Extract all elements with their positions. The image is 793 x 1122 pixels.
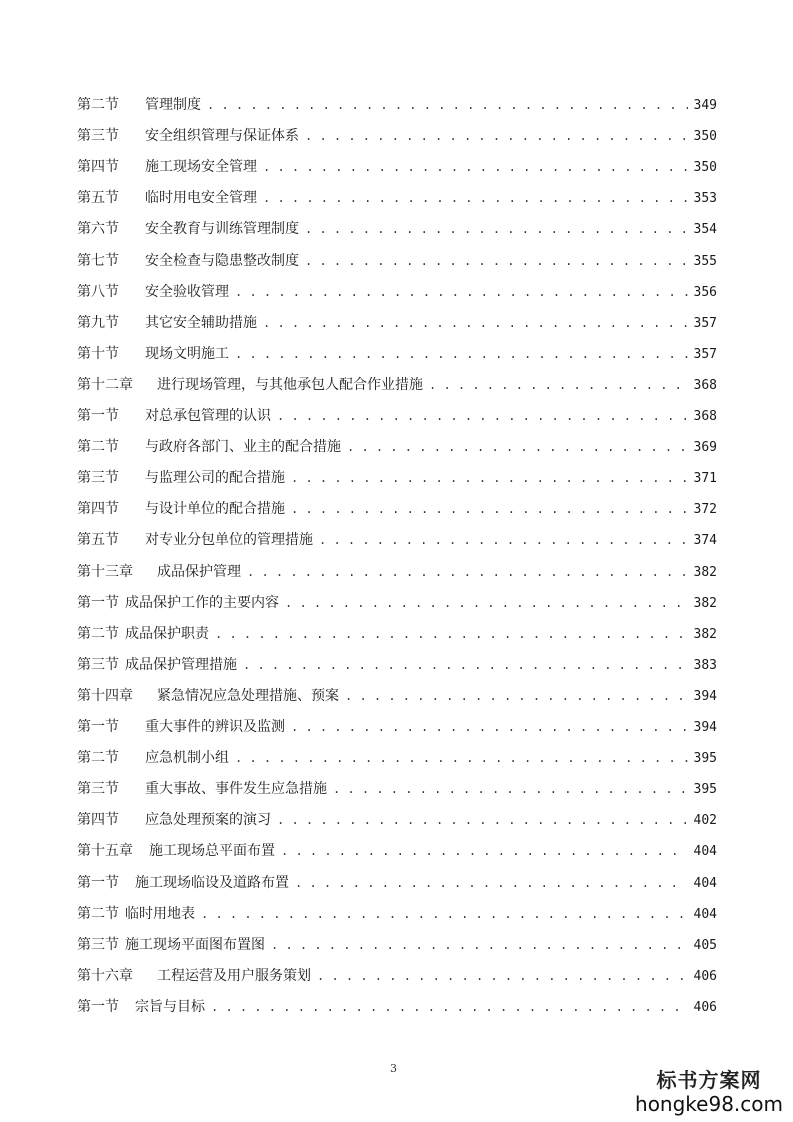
- toc-dot-leader: [281, 840, 688, 862]
- toc-dot-leader: [277, 809, 688, 831]
- toc-dot-leader: [215, 623, 688, 645]
- toc-entry[interactable]: [77, 529, 717, 551]
- toc-entry-title: 与政府各部门、业主的配合措施: [145, 439, 341, 455]
- toc-dot-leader: [295, 872, 688, 894]
- toc-dot-leader: [235, 747, 688, 769]
- toc-dot-leader: [333, 778, 688, 800]
- toc-entry-page: 406: [693, 969, 717, 984]
- toc-dot-leader: [243, 654, 688, 676]
- toc-entry-page: 402: [693, 813, 717, 828]
- toc-entry[interactable]: [77, 654, 717, 676]
- toc-entry-number: 第七节: [77, 253, 119, 269]
- toc-dot-leader: [305, 250, 688, 272]
- toc-entry-page: 354: [693, 222, 717, 237]
- toc-entry[interactable]: [77, 250, 717, 272]
- toc-dot-leader: [291, 716, 688, 738]
- toc-entry-number: 第十三章: [77, 564, 133, 580]
- toc-entry-title: 成品保护管理措施: [125, 657, 237, 673]
- toc-dot-leader: [305, 125, 688, 147]
- toc-entry[interactable]: [77, 716, 717, 738]
- toc-entry-number: 第一节: [77, 999, 119, 1015]
- toc-entry-title: 成品保护职责: [125, 626, 209, 642]
- toc-entry-page: 383: [693, 658, 717, 673]
- toc-entry-title: 重大事件的辨识及监测: [145, 719, 285, 735]
- toc-entry-page: 349: [693, 98, 717, 113]
- toc-entry-title: 施工现场总平面布置: [149, 843, 275, 859]
- toc-entry-page: 357: [693, 316, 717, 331]
- toc-entry-number: 第五节: [77, 532, 119, 548]
- toc-entry-number: 第二节: [77, 626, 119, 642]
- toc-entry-page: 368: [693, 409, 717, 424]
- toc-entry-title: 临时用地表: [125, 906, 195, 922]
- toc-entry-page: 350: [693, 160, 717, 175]
- toc-entry-page: 350: [693, 129, 717, 144]
- toc-entry-number: 第二节: [77, 97, 119, 113]
- toc-entry-title: 安全验收管理: [145, 284, 229, 300]
- toc-entry[interactable]: [77, 840, 717, 862]
- toc-entry[interactable]: [77, 778, 717, 800]
- toc-dot-leader: [235, 343, 688, 365]
- toc-entry-page: 353: [693, 191, 717, 206]
- toc-entry-number: 第一节: [77, 595, 119, 611]
- toc-entry-page: 355: [693, 254, 717, 269]
- toc-entry-page: 382: [693, 627, 717, 642]
- toc-entry[interactable]: [77, 436, 717, 458]
- toc-entry[interactable]: [77, 685, 717, 707]
- watermark-text: 标书方案网: [656, 1068, 762, 1092]
- toc-entry-page: 395: [693, 782, 717, 797]
- toc-entry-title: 其它安全辅助措施: [145, 315, 257, 331]
- toc-entry-number: 第十四章: [77, 688, 133, 704]
- toc-entry-number: 第十六章: [77, 968, 133, 984]
- toc-entry-title: 紧急情况应急处理措施、预案: [157, 688, 339, 704]
- toc-entry[interactable]: [77, 809, 717, 831]
- toc-entry[interactable]: [77, 218, 717, 240]
- toc-entry[interactable]: [77, 187, 717, 209]
- toc-entry-number: 第四节: [77, 159, 119, 175]
- toc-entry-page: 394: [693, 720, 717, 735]
- toc-entry-page: 382: [693, 596, 717, 611]
- toc-entry-title: 对总承包管理的认识: [145, 408, 271, 424]
- toc-entry[interactable]: [77, 872, 717, 894]
- toc-entry-title: 宗旨与目标: [135, 999, 205, 1015]
- toc-dot-leader: [211, 996, 688, 1018]
- toc-entry[interactable]: [77, 965, 717, 987]
- toc-entry-title: 临时用电安全管理: [145, 190, 257, 206]
- toc-entry-page: 368: [693, 378, 717, 393]
- toc-dot-leader: [263, 156, 688, 178]
- toc-dot-leader: [271, 934, 688, 956]
- toc-entry-title: 工程运营及用户服务策划: [157, 968, 311, 984]
- toc-entry-title: 管理制度: [145, 97, 201, 113]
- toc-dot-leader: [429, 374, 688, 396]
- toc-dot-leader: [207, 94, 688, 116]
- toc-entry-number: 第三节: [77, 128, 119, 144]
- toc-entry[interactable]: [77, 903, 717, 925]
- toc-dot-leader: [345, 685, 688, 707]
- toc-entry[interactable]: [77, 374, 717, 396]
- toc-entry-number: 第九节: [77, 315, 119, 331]
- toc-entry-number: 第二节: [77, 439, 119, 455]
- toc-entry-page: 394: [693, 689, 717, 704]
- toc-entry-title: 进行现场管理，与其他承包人配合作业措施: [157, 377, 423, 393]
- toc-entry-number: 第十五章: [77, 843, 133, 859]
- toc-entry[interactable]: [77, 312, 717, 334]
- toc-entry-page: 356: [693, 285, 717, 300]
- toc-entry-page: 395: [693, 751, 717, 766]
- toc-entry[interactable]: [77, 996, 717, 1018]
- toc-dot-leader: [319, 529, 688, 551]
- toc-entry-number: 第四节: [77, 812, 119, 828]
- toc-entry-page: 404: [693, 907, 717, 922]
- toc-entry-number: 第一节: [77, 719, 119, 735]
- toc-dot-leader: [263, 187, 688, 209]
- toc-entry-title: 施工现场平面图布置图: [125, 937, 265, 953]
- toc-entry-title: 施工现场临设及道路布置: [135, 875, 289, 891]
- toc-entry-number: 第三节: [77, 470, 119, 486]
- watermark-logo: [635, 1068, 783, 1116]
- toc-dot-leader: [235, 281, 688, 303]
- toc-entry[interactable]: [77, 623, 717, 645]
- toc-entry[interactable]: [77, 94, 717, 116]
- toc-entry-number: 第六节: [77, 221, 119, 237]
- toc-entry[interactable]: [77, 498, 717, 520]
- toc-dot-leader: [317, 965, 688, 987]
- toc-entry[interactable]: [77, 281, 717, 303]
- toc-entry-title: 与监理公司的配合措施: [145, 470, 285, 486]
- toc-entry-number: 第二节: [77, 906, 119, 922]
- toc-entry-page: 372: [693, 502, 717, 517]
- toc-entry-title: 对专业分包单位的管理措施: [145, 532, 313, 548]
- toc-dot-leader: [263, 312, 688, 334]
- toc-entry-number: 第四节: [77, 501, 119, 517]
- toc-entry-title: 重大事故、事件发生应急措施: [145, 781, 327, 797]
- toc-entry-number: 第一节: [77, 875, 119, 891]
- toc-entry-number: 第三节: [77, 937, 119, 953]
- toc-entry-title: 应急处理预案的演习: [145, 812, 271, 828]
- toc-entry[interactable]: [77, 561, 717, 583]
- toc-entry-title: 施工现场安全管理: [145, 159, 257, 175]
- toc-entry-page: 371: [693, 471, 717, 486]
- toc-entry-page: 374: [693, 533, 717, 548]
- toc-entry-page: 404: [693, 844, 717, 859]
- toc-entry-page: 405: [693, 938, 717, 953]
- toc-entry-number: 第三节: [77, 781, 119, 797]
- toc-entry-page: 382: [693, 565, 717, 580]
- toc-entry-title: 成品保护管理: [157, 564, 241, 580]
- page-number: 3: [390, 1062, 397, 1075]
- toc-entry-page: 357: [693, 347, 717, 362]
- toc-entry-page: 369: [693, 440, 717, 455]
- toc-entry[interactable]: [77, 405, 717, 427]
- toc-entry-title: 安全检查与隐患整改制度: [145, 253, 299, 269]
- toc-dot-leader: [305, 218, 688, 240]
- watermark-url: hongke98.com: [635, 1092, 783, 1116]
- toc-entry[interactable]: [77, 125, 717, 147]
- toc-entry[interactable]: [77, 343, 717, 365]
- toc-dot-leader: [347, 436, 688, 458]
- toc-dot-leader: [277, 405, 688, 427]
- toc-entry-page: 406: [693, 1000, 717, 1015]
- toc-entry[interactable]: [77, 467, 717, 489]
- toc-entry-title: 现场文明施工: [145, 346, 229, 362]
- toc-dot-leader: [201, 903, 688, 925]
- toc-entry-number: 第八节: [77, 284, 119, 300]
- toc-entry-title: 与设计单位的配合措施: [145, 501, 285, 517]
- toc-entry[interactable]: [77, 156, 717, 178]
- toc-entry[interactable]: [77, 747, 717, 769]
- toc-entry[interactable]: [77, 592, 717, 614]
- toc-dot-leader: [291, 498, 688, 520]
- toc-dot-leader: [247, 561, 688, 583]
- toc-entry-page: 404: [693, 876, 717, 891]
- toc-entry[interactable]: [77, 934, 717, 956]
- toc-entry-title: 成品保护工作的主要内容: [125, 595, 279, 611]
- toc-entry-number: 第一节: [77, 408, 119, 424]
- toc-entry-title: 应急机制小组: [145, 750, 229, 766]
- toc-entry-number: 第十二章: [77, 377, 133, 393]
- toc-entry-title: 安全组织管理与保证体系: [145, 128, 299, 144]
- toc-entry-number: 第十节: [77, 346, 119, 362]
- toc-entry-title: 安全教育与训练管理制度: [145, 221, 299, 237]
- toc-dot-leader: [291, 467, 688, 489]
- toc-entry-number: 第五节: [77, 190, 119, 206]
- toc-entry-number: 第三节: [77, 657, 119, 673]
- toc-dot-leader: [285, 592, 688, 614]
- toc-entry-number: 第二节: [77, 750, 119, 766]
